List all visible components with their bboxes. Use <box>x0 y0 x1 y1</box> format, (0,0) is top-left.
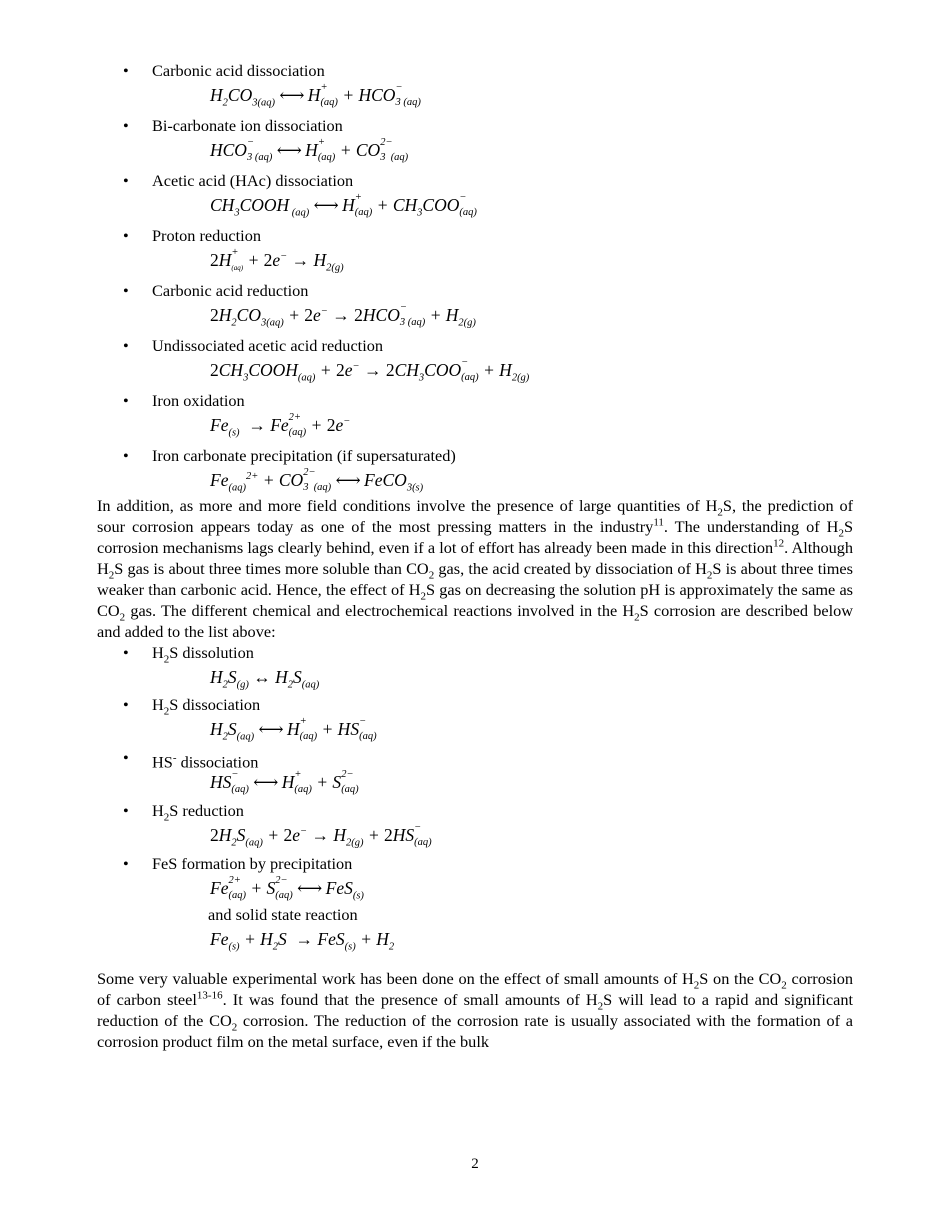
list-item: • Iron oxidation <box>123 391 245 410</box>
equation: $Fe_{(aq)}^{2+}$ + CO 2− 3 (aq) ⟷ FeCO$_{3(s)}$ <box>210 467 424 494</box>
bullet-icon: • <box>123 336 129 355</box>
bullet-icon: • <box>123 446 129 465</box>
list-item: • Carbonic acid dissociation <box>123 61 325 80</box>
list-item: • $H_2S$ dissolution <box>123 643 254 666</box>
list-item: • Proton reduction <box>123 226 261 245</box>
list-item: • FeS formation by precipitation <box>123 854 353 873</box>
bullet-icon: • <box>123 61 129 80</box>
bullet-icon: • <box>123 116 129 135</box>
bullet-icon: • <box>123 281 129 300</box>
bullet-icon: • <box>123 171 129 190</box>
bullet-icon: • <box>123 643 129 662</box>
bullet-icon: • <box>123 748 129 767</box>
equation: $Fe_{(s)} \to Fe$ 2+ (aq) + 2e− <box>210 412 351 439</box>
bullet-icon: • <box>123 391 129 410</box>
equation: $Fe_{(s)} + H_2S \to FeS_{(s)} + H_2$ <box>210 929 395 953</box>
equation: $2H_2CO_{3(aq)} + 2e^- \to 2HCO$ − 3 $(aq) + H_{2(g)}$ <box>210 302 476 329</box>
paragraph: Some very valuable experimental work has been done on the effect of small amounts of $H_2S$ on the $CO_2$ corrosion of carbon steel$^{13-16}$. It was found that the presence of small amounts of $H_2S$ will lead to a rapid and significant reduction of the $CO_2$ corrosion. The reduction of the corrosion rate is usually associated with the formation of a corrosion product film on the metal surface, even if the bulk <box>97 969 854 1051</box>
equation: $2CH_3COOH_{(aq)} + 2e^- \to 2CH_3COO$ − $(aq) + H_{2(g)}$ <box>210 357 530 384</box>
solid-state-label: and solid state reaction <box>208 905 358 924</box>
bullet-icon: • <box>123 226 129 245</box>
equation: $H_2CO_{3(aq)}$ ⟷ H + (aq) + HCO − 3 (aq) <box>210 82 421 109</box>
equation: Fe 2+ (aq) + S 2− (aq) ⟷ FeS$_{(s)}$ <box>210 875 364 902</box>
list-item: • $H_2S$ dissociation <box>123 695 261 718</box>
list-item: • Acetic acid (HAc) dissociation <box>123 171 354 190</box>
list-item: • Bi-carbonate ion dissociation <box>123 116 343 135</box>
equation: $CH_3COOH$ $_{(aq)}$ ⟷ H + $(aq) + CH_3COO$ − (aq) <box>210 192 477 219</box>
equation: 2H + $(aq) + 2e^- \to H_{2(g)}$ <box>210 247 344 274</box>
list-item: • Iron carbonate precipitation (if supersaturated) <box>123 446 456 465</box>
equation: HS − (aq) ⟷ H + (aq) + S 2− (aq) <box>210 769 359 795</box>
list-item: • Undissociated acetic acid reduction <box>123 336 384 355</box>
equation: $H_2S_{(g)}$ ↔ $H_2S_{(aq)}$ <box>210 667 320 691</box>
bullet-icon: • <box>123 801 129 820</box>
list-item: • Carbonic acid reduction <box>123 281 309 300</box>
equation: HCO − 3 (aq) ⟷ H + (aq) + CO 2− 3 (aq) <box>210 137 409 163</box>
paragraph: In addition, as more and more field conditions involve the presence of large quantities of $H_2S$, the prediction of sour corrosion appears today as one of the most pressing matters in the industry$^{11}$. The understanding of $H_2S$ corrosion mechanisms lags clearly behind, even if a lot of effort has already been made in this direction$^{12}$. Although $H_2S$ gas is about three times more soluble than $CO_2$ gas, the acid created by dissociation of $H_2S$ is about three times weaker than carbonic acid. Hence, the effect of $H_2S$ gas on decreasing the solution pH is approximately the same as $CO_2$ gas. The different chemical and electrochemical reactions involved in the $H_2S$ corrosion are described below and added to the list above: <box>97 496 854 641</box>
equation: $H_2S_{(aq)}$ ⟷ H + (aq) + HS − (aq) <box>210 716 377 743</box>
page-number: 2 <box>471 1156 479 1172</box>
bullet-icon: • <box>123 854 129 873</box>
list-item: • HS- dissociation <box>123 748 259 772</box>
list-item: • $H_2S$ reduction <box>123 801 244 824</box>
equation: $2H_2S_{(aq)} + 2e^- \to H_{2(g)} + 2HS$ − (aq) <box>210 822 432 849</box>
bullet-icon: • <box>123 695 129 714</box>
page-content <box>97 60 853 1052</box>
